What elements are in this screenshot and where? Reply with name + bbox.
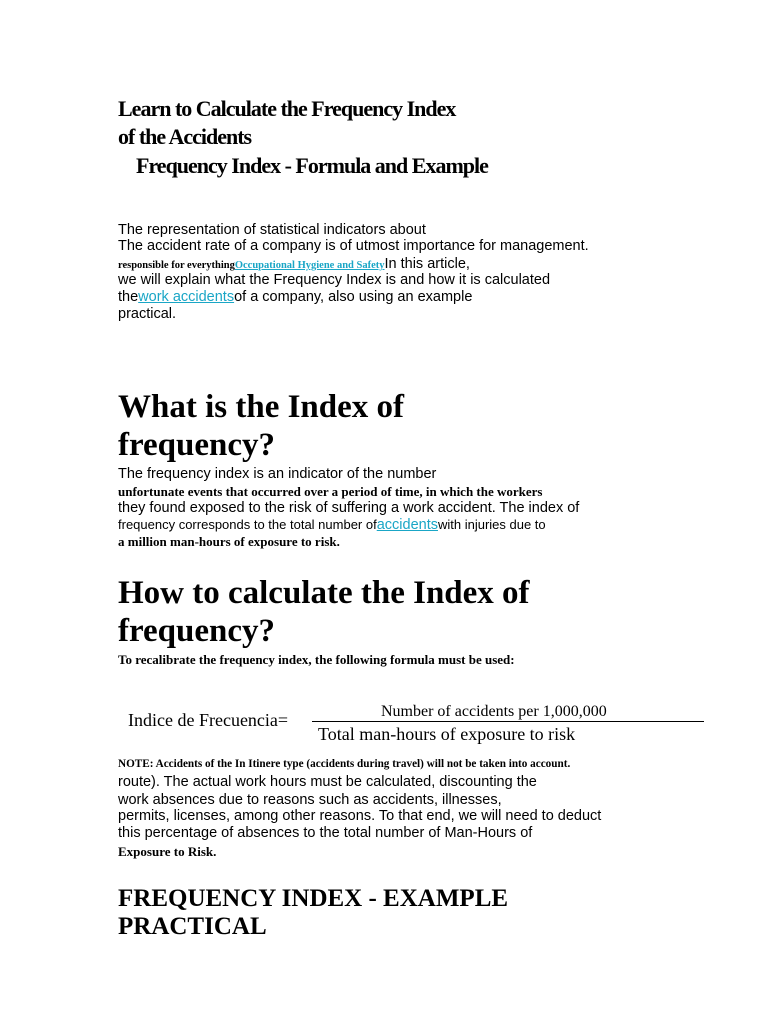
intro-line-6: practical.: [118, 306, 177, 322]
section1-line-3: they found exposed to the risk of suffering a work accident. The index of: [118, 500, 580, 516]
intro-line-3-suffix: In this article,: [384, 256, 470, 272]
intro-line-3: [118, 255, 470, 273]
formula-fraction-bar: [312, 721, 704, 722]
formula-numerator: Number of accidents per 1,000,000: [381, 703, 607, 720]
ohs-link[interactable]: Occupational Hygiene and Safety: [234, 260, 385, 271]
section2-heading-line-1: How to calculate the Index of: [118, 575, 530, 611]
section1-heading-line-2: frequency?: [118, 427, 276, 463]
section1-line-4-suffix: with injuries due to: [437, 517, 546, 532]
section3-heading-line-2: PRACTICAL: [118, 913, 267, 940]
intro-line-1: The representation of statistical indicators about: [118, 222, 426, 238]
work-accidents-link[interactable]: work accidents: [138, 289, 235, 305]
title-line-2: of the Accidents: [118, 124, 252, 149]
intro-line-5-prefix: the: [118, 289, 139, 305]
formula-denominator: Total man-hours of exposure to risk: [318, 724, 576, 744]
subtitle: Frequency Index - Formula and Example: [136, 153, 488, 178]
accidents-link[interactable]: accidents: [376, 517, 438, 533]
formula-note: NOTE: Accidents of the In Itinere type (accidents during travel) will not be taken into account.: [118, 758, 571, 770]
section1-line-1: The frequency index is an indicator of the number: [118, 466, 437, 482]
section1-line-4-prefix: frequency corresponds to the total number of: [118, 517, 377, 532]
section2-line-4: this percentage of absences to the total number of Man-Hours of: [118, 825, 533, 841]
title-line-1: Learn to Calculate the Frequency Index: [118, 96, 456, 121]
intro-line-4: we will explain what the Frequency Index is and how it is calculated: [118, 272, 551, 288]
section1-line-4: [118, 516, 546, 534]
intro-line-5: [118, 289, 472, 305]
section2-line-5: Exposure to Risk.: [118, 844, 217, 859]
section2-line-2: work absences due to reasons such as accidents, illnesses,: [118, 792, 502, 808]
section1-heading-line-1: What is the Index of: [118, 389, 405, 425]
section2-intro: To recalibrate the frequency index, the following formula must be used:: [118, 652, 515, 667]
intro-line-2: The accident rate of a company is of utmost importance for management.: [118, 238, 589, 254]
section2-line-3: permits, licenses, among other reasons. To that end, we will need to deduct: [118, 808, 602, 824]
intro-line-3-prefix: responsible for everything: [118, 260, 235, 271]
section1-line-2: unfortunate events that occurred over a period of time, in which the workers: [118, 484, 543, 499]
section2-line-1: route). The actual work hours must be calculated, discounting the: [118, 774, 537, 790]
intro-line-5-suffix: of a company, also using an example: [234, 289, 473, 305]
section1-line-5: a million man-hours of exposure to risk.: [118, 534, 340, 549]
section2-heading-line-2: frequency?: [118, 613, 276, 649]
formula-lhs: Indice de Frecuencia=: [128, 710, 289, 730]
section3-heading-line-1: FREQUENCY INDEX - EXAMPLE: [118, 885, 509, 912]
